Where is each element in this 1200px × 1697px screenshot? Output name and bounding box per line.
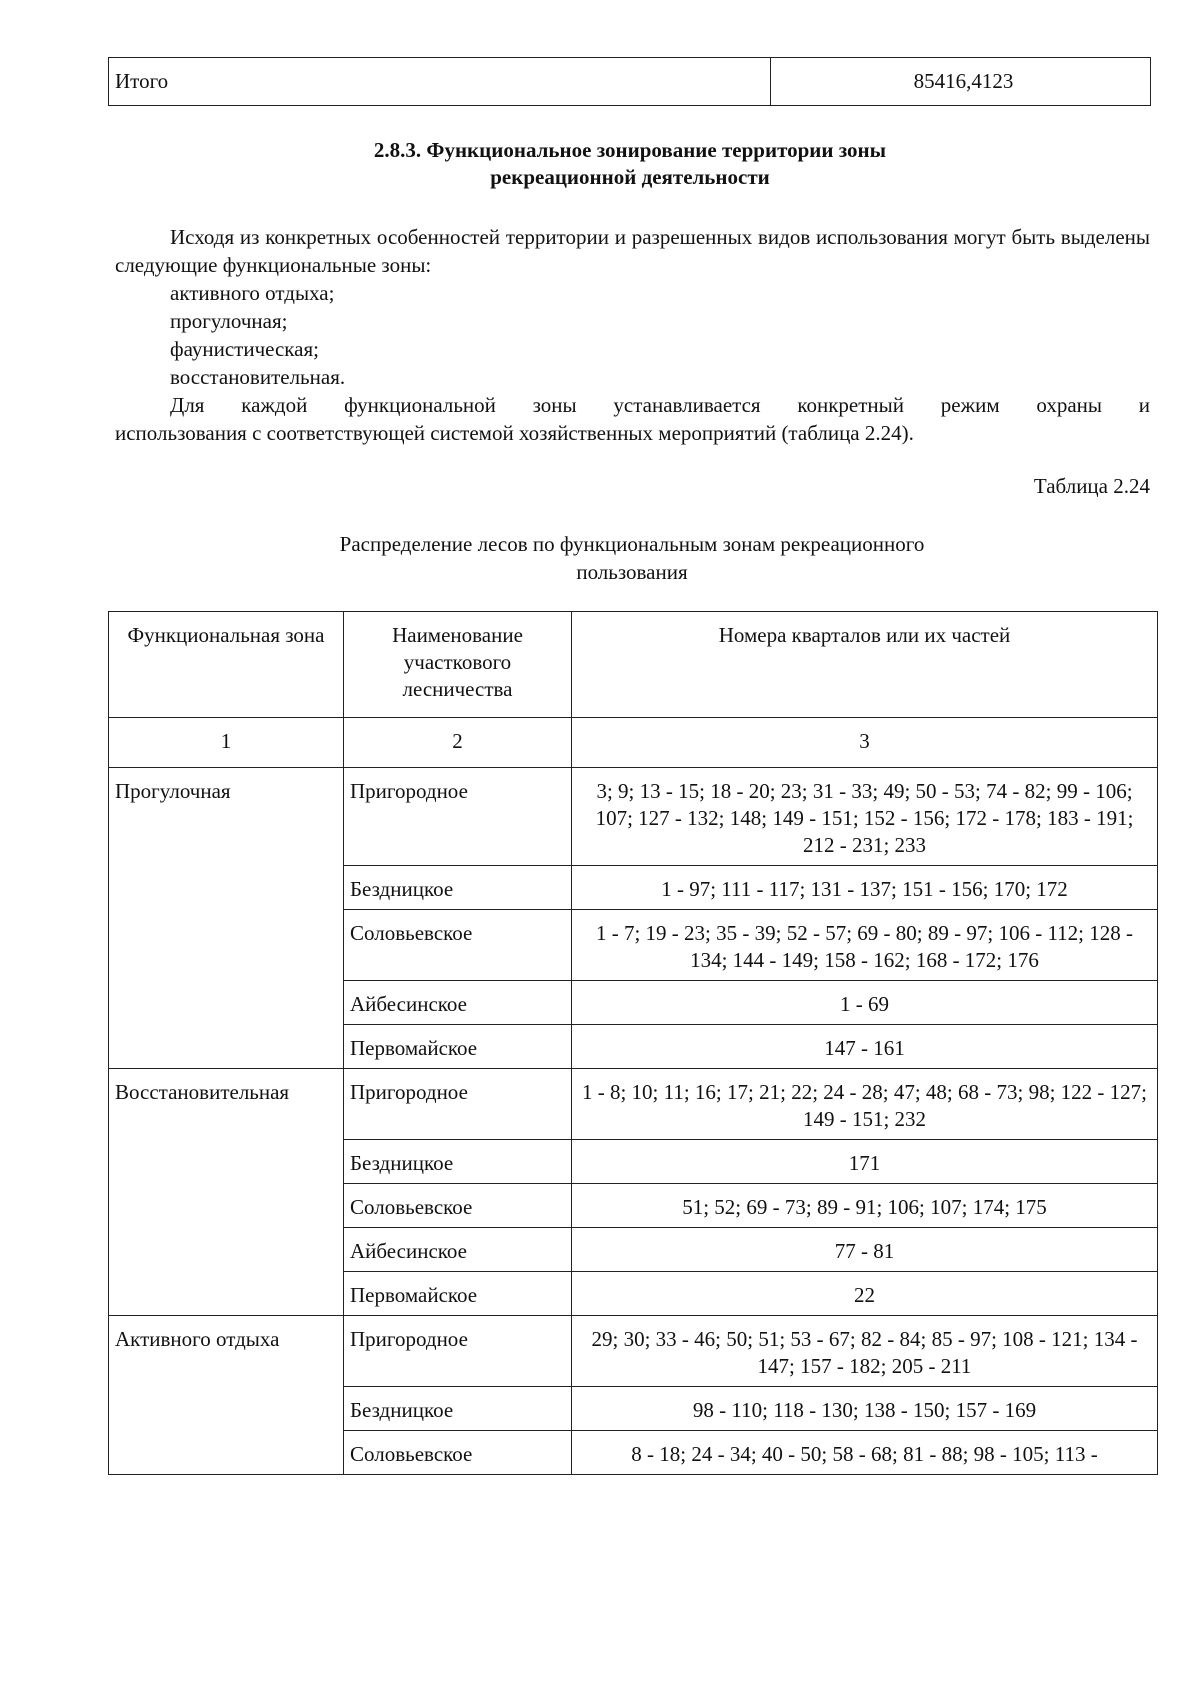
quarters-cell: 1 - 97; 111 - 117; 131 - 137; 151 - 156; 170; 172: [572, 866, 1158, 910]
quarters-cell: 22: [572, 1272, 1158, 1316]
totals-value: 85416,4123: [771, 58, 1151, 106]
quarters-cell: 171: [572, 1140, 1158, 1184]
intro-paragraph: Исходя из конкретных особенностей территории и разрешенных видов использования могут быть выделены следующие функциональные зоны:: [115, 225, 1150, 277]
zone-list-item: фаунистическая;: [170, 337, 319, 361]
forestry-cell: Айбесинское: [344, 981, 572, 1025]
regime-paragraph-line-2: использования с соответствующей системой хозяйственных мероприятий (таблица 2.24).: [115, 421, 914, 445]
forestry-cell: Соловьевское: [344, 910, 572, 981]
regime-paragraph-line-1: Для каждой функциональной зоны устанавливается конкретный режим охраны и: [170, 393, 1150, 417]
totals-table: [108, 57, 1151, 106]
section-heading-line-1: 2.8.3. Функциональное зонирование территории зоны: [373, 138, 887, 162]
zones-table-body: [109, 612, 1158, 1475]
column-number-row: [109, 718, 1158, 768]
table-header-row: [109, 612, 1158, 718]
forestry-cell: Соловьевское: [344, 1431, 572, 1475]
totals-row: [109, 58, 1151, 106]
quarters-cell: 1 - 8; 10; 11; 16; 17; 21; 22; 24 - 28; 47; 48; 68 - 73; 98; 122 - 127; 149 - 151; 232: [572, 1069, 1158, 1140]
quarters-cell: 77 - 81: [572, 1228, 1158, 1272]
forestry-cell: Бездницкое: [344, 1387, 572, 1431]
zone-cell: Восстановительная: [109, 1069, 344, 1316]
quarters-cell: 147 - 161: [572, 1025, 1158, 1069]
forestry-cell: Пригородное: [344, 1316, 572, 1387]
header-quarter-numbers: Номера кварталов или их частей: [572, 612, 1158, 718]
header-functional-zone: Функциональная зона: [109, 612, 344, 718]
forestry-cell: Бездницкое: [344, 1140, 572, 1184]
forestry-cell: Пригородное: [344, 1069, 572, 1140]
table-caption-line-1: Распределение лесов по функциональным зонам рекреационного: [339, 532, 925, 556]
quarters-cell: 1 - 69: [572, 981, 1158, 1025]
section-heading-line-2: рекреационной деятельности: [490, 165, 770, 189]
quarters-cell: 29; 30; 33 - 46; 50; 51; 53 - 67; 82 - 84; 85 - 97; 108 - 121; 134 - 147; 157 - 182; 205 - 211: [572, 1316, 1158, 1387]
zone-list-item: прогулочная;: [170, 309, 288, 333]
forestry-cell: Айбесинское: [344, 1228, 572, 1272]
table-row: [109, 1316, 1158, 1387]
table-row: [109, 1069, 1158, 1140]
zones-table: [108, 611, 1158, 1475]
forestry-cell: Первомайское: [344, 1272, 572, 1316]
quarters-cell: 3; 9; 13 - 15; 18 - 20; 23; 31 - 33; 49; 50 - 53; 74 - 82; 99 - 106; 107; 127 - 132; 148; 149 - 151; 152 - 156; 172 - 178; 183 - 191; 212 - 231; 233: [572, 768, 1158, 866]
forestry-cell: Пригородное: [344, 768, 572, 866]
header-forestry-name: Наименование участкового лесничества: [344, 612, 572, 718]
quarters-cell: 1 - 7; 19 - 23; 35 - 39; 52 - 57; 69 - 80; 89 - 97; 106 - 112; 128 - 134; 144 - 149; 158 - 162; 168 - 172; 176: [572, 910, 1158, 981]
section-heading: [100, 137, 1160, 191]
column-number: 1: [109, 718, 344, 768]
totals-label: Итого: [109, 58, 771, 106]
column-number: 2: [344, 718, 572, 768]
zone-cell: Активного отдыха: [109, 1316, 344, 1475]
quarters-cell: 51; 52; 69 - 73; 89 - 91; 106; 107; 174; 175: [572, 1184, 1158, 1228]
body-text: [115, 223, 1150, 447]
table-row: [109, 768, 1158, 866]
forestry-cell: Бездницкое: [344, 866, 572, 910]
forestry-cell: Первомайское: [344, 1025, 572, 1069]
zone-cell: Прогулочная: [109, 768, 344, 1069]
table-number: Таблица 2.24: [1033, 474, 1150, 498]
table-caption-line-2: пользования: [576, 560, 688, 584]
zone-list-item: активного отдыха;: [170, 281, 335, 305]
quarters-cell: 98 - 110; 118 - 130; 138 - 150; 157 - 169: [572, 1387, 1158, 1431]
quarters-cell: 8 - 18; 24 - 34; 40 - 50; 58 - 68; 81 - 88; 98 - 105; 113 -: [572, 1431, 1158, 1475]
table-caption: [250, 530, 1014, 586]
zone-list-item: восстановительная.: [170, 365, 346, 389]
column-number: 3: [572, 718, 1158, 768]
forestry-cell: Соловьевское: [344, 1184, 572, 1228]
